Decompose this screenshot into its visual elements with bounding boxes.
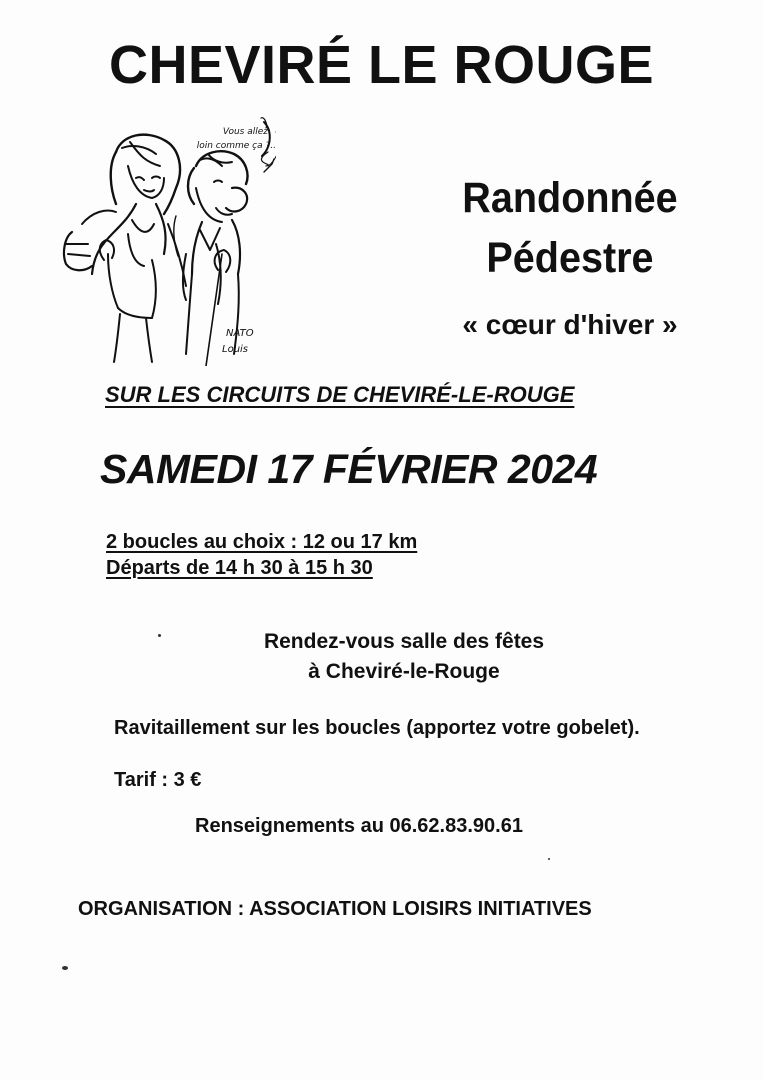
price-info: Tarif : 3 €: [114, 769, 202, 791]
hikers-illustration: [36, 104, 276, 366]
scan-speck: [158, 634, 161, 637]
loops-info: 2 boucles au choix : 12 ou 17 km: [106, 531, 418, 553]
meeting-line1: Rendez-vous salle des fêtes: [263, 630, 545, 653]
signature-line2: Louis: [222, 344, 249, 355]
departures-info: Départs de 14 h 30 à 15 h 30: [106, 557, 373, 579]
scan-speck: [548, 858, 550, 860]
speech-bubble-line1: Vous allez: [222, 127, 268, 137]
event-title: [418, 168, 722, 288]
signature-line1: NATO: [226, 328, 254, 339]
hikers-drawing: [36, 104, 276, 366]
refreshments-info: Ravitaillement sur les boucles (apportez votre gobelet).: [114, 717, 640, 739]
event-date: SAMEDI 17 FÉVRIER 2024: [100, 446, 598, 492]
event-title-line2: Pédestre: [486, 234, 654, 282]
contact-info: Renseignements au 06.62.83.90.61: [195, 815, 523, 837]
meeting-line2: à Cheviré-le-Rouge: [308, 660, 500, 683]
event-subtitle: « cœur d'hiver »: [462, 309, 678, 340]
event-title-line1: Randonnée: [462, 174, 678, 222]
meeting-point: [0, 627, 763, 687]
scan-speck: [62, 966, 68, 970]
organisation-info: ORGANISATION : ASSOCIATION LOISIRS INITIATIVES: [78, 898, 592, 920]
village-title: CHEVIRÉ LE ROUGE: [108, 35, 655, 95]
speech-bubble-line2: loin comme ça ?..: [196, 141, 276, 151]
location-banner: SUR LES CIRCUITS DE CHEVIRÉ-LE-ROUGE: [105, 382, 575, 407]
